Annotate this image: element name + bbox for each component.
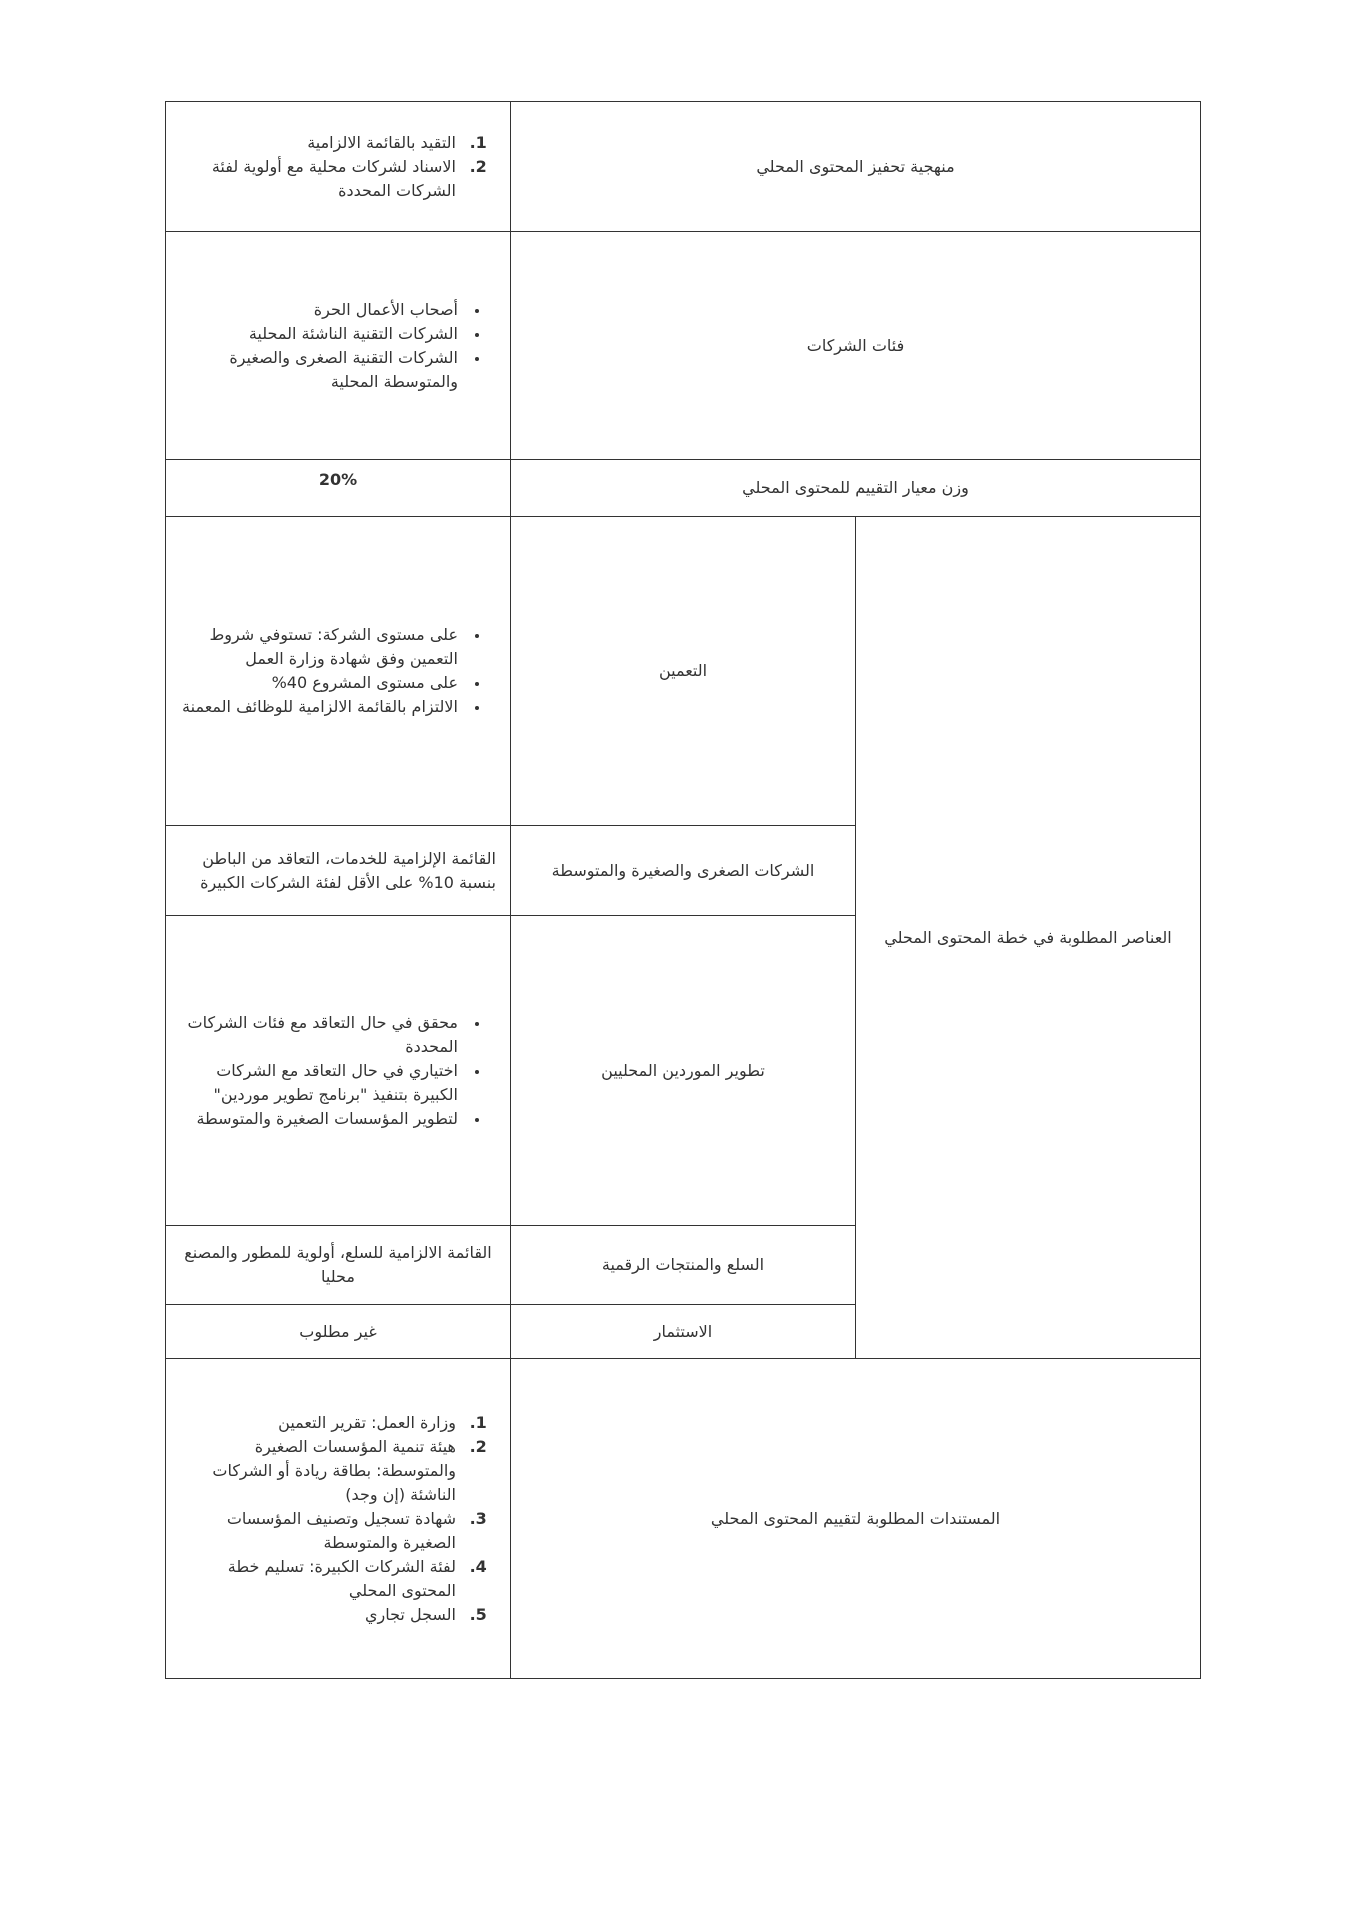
digital-goods-label: السلع والمنتجات الرقمية xyxy=(511,1226,856,1305)
supplier-development-label: تطوير الموردين المحليين xyxy=(511,916,856,1226)
localization-label: التعمين xyxy=(511,517,856,826)
company-categories-label: فئات الشركات xyxy=(511,232,1201,460)
required-elements-label: العناصر المطلوبة في خطة المحتوى المحلي xyxy=(856,517,1201,1359)
localization-list xyxy=(180,623,496,719)
supplier-development-value xyxy=(166,916,511,1226)
row-methodology xyxy=(166,102,1201,232)
investment-label: الاستثمار xyxy=(511,1305,856,1359)
list-item: 4. لفئة الشركات الكبيرة: تسليم خطة المحتوى المحلي xyxy=(180,1555,464,1603)
weight-label: وزن معيار التقييم للمحتوى المحلي xyxy=(511,460,1201,517)
company-categories-list xyxy=(180,298,496,394)
documents-list xyxy=(180,1411,496,1627)
local-content-table xyxy=(165,101,1201,1679)
list-item: • الشركات التقنية الناشئة المحلية xyxy=(180,322,464,346)
methodology-label: منهجية تحفيز المحتوى المحلي xyxy=(511,102,1201,232)
weight-value: 20% xyxy=(166,460,511,517)
sme-value: القائمة الإلزامية للخدمات، التعاقد من الباطن بنسبة 10% على الأقل لفئة الشركات الكبيرة xyxy=(166,826,511,916)
documents-label: المستندات المطلوبة لتقييم المحتوى المحلي xyxy=(511,1359,1201,1679)
list-item: 5. السجل تجاري xyxy=(180,1603,464,1627)
methodology-value xyxy=(166,102,511,232)
list-item: 3. شهادة تسجيل وتصنيف المؤسسات الصغيرة والمتوسطة xyxy=(180,1507,464,1555)
list-item: 1. وزارة العمل: تقرير التعمين xyxy=(180,1411,464,1435)
row-weight xyxy=(166,460,1201,517)
row-documents xyxy=(166,1359,1201,1679)
digital-goods-value: القائمة الالزامية للسلع، أولوية للمطور والمصنع محليا xyxy=(166,1226,511,1305)
company-categories-value xyxy=(166,232,511,460)
list-item: • أصحاب الأعمال الحرة xyxy=(180,298,464,322)
list-item: • اختياري في حال التعاقد مع الشركات الكبيرة بتنفيذ "برنامج تطوير موردين" xyxy=(180,1059,464,1107)
list-item: • على مستوى المشروع 40% xyxy=(180,671,464,695)
supplier-development-list xyxy=(180,1011,496,1131)
list-item: • على مستوى الشركة: تستوفي شروط التعمين وفق شهادة وزارة العمل xyxy=(180,623,464,671)
investment-value: غير مطلوب xyxy=(166,1305,511,1359)
row-company-categories xyxy=(166,232,1201,460)
list-item: 1. التقيد بالقائمة الالزامية xyxy=(180,131,464,155)
sme-label: الشركات الصغرى والصغيرة والمتوسطة xyxy=(511,826,856,916)
list-item: • لتطوير المؤسسات الصغيرة والمتوسطة xyxy=(180,1107,464,1131)
methodology-list xyxy=(180,131,496,203)
localization-value xyxy=(166,517,511,826)
list-item: 2. هيئة تنمية المؤسسات الصغيرة والمتوسطة: بطاقة ريادة أو الشركات الناشئة (إن وجد) xyxy=(180,1435,464,1507)
list-item: • محقق في حال التعاقد مع فئات الشركات المحددة xyxy=(180,1011,464,1059)
row-localization xyxy=(166,517,1201,826)
list-item: • الشركات التقنية الصغرى والصغيرة والمتوسطة المحلية xyxy=(180,346,464,394)
documents-value xyxy=(166,1359,511,1679)
list-item: 2. الاسناد لشركات محلية مع أولوية لفئة الشركات المحددة xyxy=(180,155,464,203)
list-item: • الالتزام بالقائمة الالزامية للوظائف المعمنة xyxy=(180,695,464,719)
